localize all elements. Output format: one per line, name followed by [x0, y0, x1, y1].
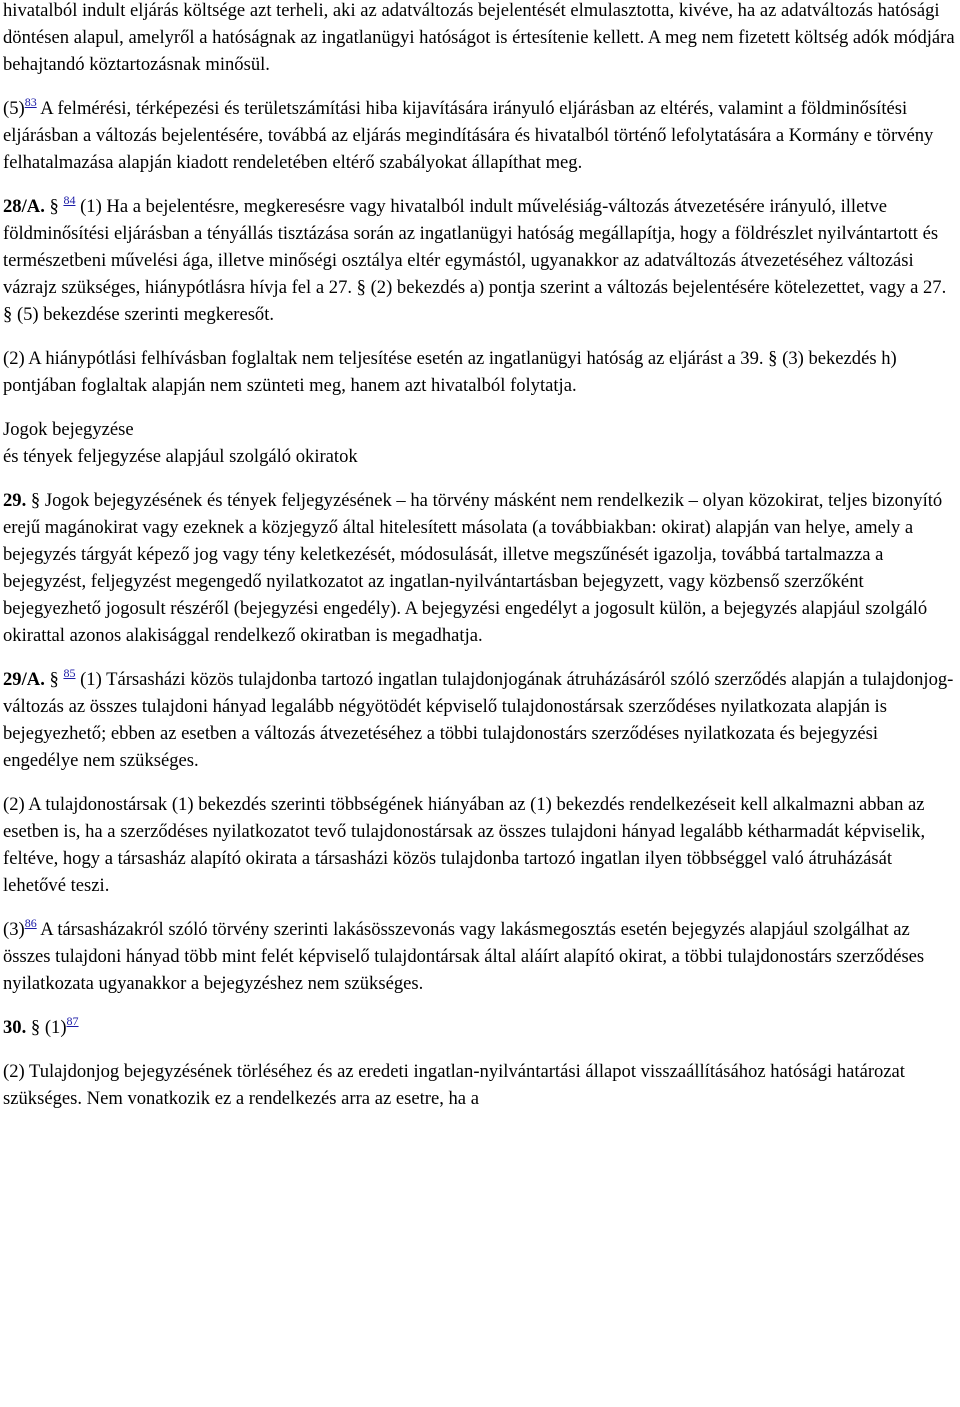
section-29a-paragraph-2 — [3, 791, 957, 899]
section-heading — [3, 416, 957, 470]
subsection-number: (3) — [3, 919, 25, 940]
paragraph-text: (1) Ha a bejelentésre, megkeresésre vagy hivatalból indult művelésiág-változás átvezetésére irányuló, illetve földminősítési eljárásban a tényállás tisztázása során az ingatlanügyi hatóság megállapítja, hogy a földrészlet nyilvántartott és természetbeni művelési ága, illetve minőségi osztálya eltér egymástól, ugyanakkor az adatváltozás átvezetéséhez változási vázrajz szükséges, hiánypótlásra hívja fel a 27. § (2) bekezdés a) pontja szerint a változás bejelentésére kötelezettet, vagy a 27. § (5) bekezdése szerinti megkeresőt. — [3, 196, 947, 325]
section-29a — [3, 666, 957, 774]
heading-line-2: és tények feljegyzése alapjául szolgáló okiratok — [3, 446, 358, 467]
footnote-ref-85[interactable] — [63, 666, 75, 680]
footnote-ref-84[interactable] — [63, 193, 75, 207]
section-30 — [3, 1014, 957, 1041]
footnote-link[interactable]: 86 — [24, 916, 37, 930]
footnote-link[interactable]: 83 — [24, 95, 37, 109]
footnote-ref-83[interactable] — [25, 95, 37, 109]
footnote-link[interactable]: 85 — [63, 666, 76, 680]
paragraph-text: (2) Tulajdonjog bejegyzésének törléséhez és az eredeti ingatlan-nyilvántartási állapot visszaállításához hatósági határozat szükséges. Nem vonatkozik ez a rendelkezés arra az esetre, ha a — [3, 1061, 905, 1109]
section-28a-paragraph-2 — [3, 345, 957, 399]
paragraph-text: A felmérési, térképezési és területszámítási hiba kijavítására irányuló eljárásban az eltérés, valamint a földminősítési eljárásban a változás bejelentésére, továbbá az eljárás megindítására és hivatalból történő lefolytatására a Kormány e törvény felhatalmazása alapján kiadott rendeletében eltérő szabályokat állapíthat meg. — [3, 98, 934, 173]
subsection-number: (5) — [3, 98, 25, 119]
document-page — [3, 0, 957, 1129]
section-29a-paragraph-3 — [3, 916, 957, 997]
paragraph-text: (2) A hiánypótlási felhívásban foglaltak nem teljesítése esetén az ingatlanügyi hatóság az eljárást a 39. § (3) bekezdés h) pontjában foglaltak alapján nem szünteti meg, hanem azt hivatalból folytatja. — [3, 348, 897, 396]
footnote-link[interactable]: 84 — [63, 193, 76, 207]
paragraph-text: § (1) — [26, 1017, 67, 1038]
paragraph-text: hivatalból indult eljárás költsége azt terheli, aki az adatváltozás bejelentését elmulasztotta, kivéve, ha az adatváltozás hatósági döntésen alapul, amelyről a hatóságnak az ingatlanügyi hatóságot is értesítenie kellett. A meg nem fizetett költség adók módjára behajtandó köztartozásnak minősül. — [3, 0, 955, 75]
section-29 — [3, 487, 957, 649]
footnote-ref-87[interactable] — [67, 1014, 79, 1028]
section-28a — [3, 193, 957, 328]
section-sign: § — [44, 196, 59, 217]
section-number: 28/A. — [3, 196, 45, 217]
paragraph-text: § Jogok bejegyzésének és tények feljegyzésének – ha törvény másként nem rendelkezik – olyan közokirat, teljes bizonyító erejű magánokirat vagy ezeknek a közjegyző által hitelesített másolata (a továbbiakban: okirat) alapján van helye, amely a bejegyzés tárgyát képező jog vagy tény keletkezését, módosulását, illetve megszűnését igazolja, továbbá tartalmazza a bejegyzést, feljegyzést megengedő nyilatkozatot az ingatlan-nyilvántartásban bejegyzett, vagy közbenső szerzőként bejegyezhető jogosult részéről (bejegyzési engedély). A bejegyzési engedélyt a jogosult külön, a bejegyzés alapjául szolgáló okirattal azonos alakisággal rendelkező okiratban is megadhatja. — [3, 490, 943, 646]
section-sign: § — [44, 669, 59, 690]
footnote-link[interactable]: 87 — [66, 1014, 79, 1028]
paragraph-text: (1) Társasházi közös tulajdonba tartozó ingatlan tulajdonjogának átruházásáról szóló szerződés alapján a tulajdonjog-változás az összes tulajdoni hányad legalább négyötödét képviselő tulajdonostársak szerződéses nyilatkozata alapján is bejegyezhető; ebben az esetben a változás átvezetéséhez a többi tulajdonostárs szerződéses nyilatkozata és bejegyzési engedélye nem szükséges. — [3, 669, 954, 771]
paragraph-text: A társasházakról szóló törvény szerinti lakásösszevonás vagy lakásmegosztás esetén bejegyzés alapjául szolgálhat az összes tulajdoni hányad több mint felét képviselő tulajdontársak által aláírt alapító okirat, a többi tulajdonostárs szerződéses nyilatkozata ugyanakkor a bejegyzéshez nem szükséges. — [3, 919, 925, 994]
paragraph-5 — [3, 95, 957, 176]
section-number: 29. — [3, 490, 27, 511]
paragraph-cost-rule — [3, 0, 957, 78]
heading-line-1: Jogok bejegyzése — [3, 419, 134, 440]
footnote-ref-86[interactable] — [25, 916, 37, 930]
section-30-paragraph-2 — [3, 1058, 957, 1112]
paragraph-text: (2) A tulajdonostársak (1) bekezdés szerinti többségének hiányában az (1) bekezdés rendelkezéseit kell alkalmazni abban az esetben is, ha a szerződéses nyilatkozatot tevő tulajdonostársak az összes tulajdoni hányad legalább kétharmadát képviselik, feltéve, hogy a társasház alapító okirata a társasházi közös tulajdonba tartozó ingatlan ilyen többséggel való átruházását lehetővé teszi. — [3, 794, 926, 896]
section-number: 30. — [3, 1017, 27, 1038]
section-number: 29/A. — [3, 669, 45, 690]
